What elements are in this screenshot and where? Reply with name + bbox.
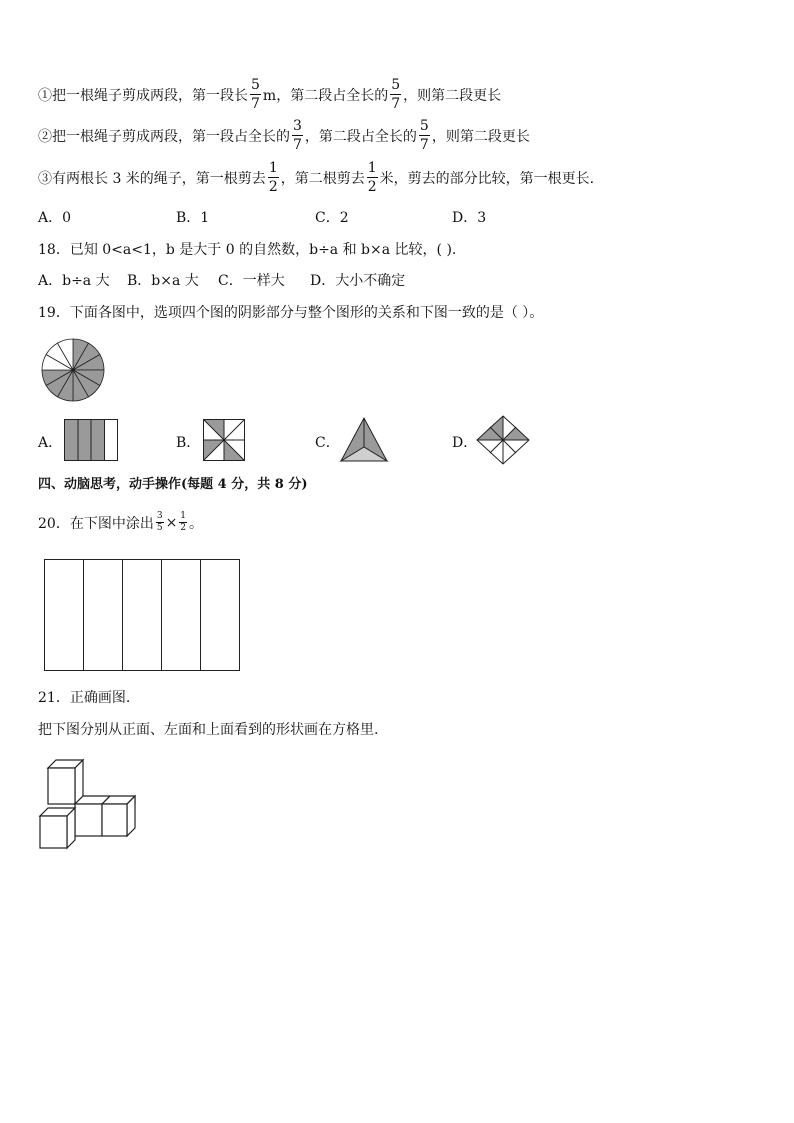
fraction: $\frac{5}{7}$	[391, 77, 401, 112]
q17-option-b[interactable]: B．1	[176, 210, 210, 226]
q18-option-d[interactable]: D．大小不确定	[310, 273, 406, 289]
fraction: $\frac{1}{2}$	[367, 160, 377, 195]
q17-statement-2: ②把一根绳子剪成两段，第一段占全长的 $\frac{3}{7}$ ，第二段占全长的 $\frac{5}{7}$ ，则第二段更长	[38, 118, 530, 153]
q18-option-a[interactable]: A．b÷a 大	[38, 273, 110, 289]
section-4-title: 四、动脑思考，动手操作(每题 4 分，共 8 分)	[38, 477, 308, 492]
q21-title: 21．正确画图.	[38, 690, 131, 706]
q21-cube-figure	[38, 758, 138, 852]
q19-reference-circle	[40, 337, 106, 403]
q17-option-a[interactable]: A．0	[38, 210, 72, 226]
q17-option-c[interactable]: C．2	[315, 210, 349, 226]
q20-stem: 20．在下图中涂出 $\frac{3}{5}$ × $\frac{1}{2}$ 。	[38, 511, 204, 533]
fraction: $\frac{5}{7}$	[419, 118, 429, 153]
q19-option-c-label[interactable]: C．	[315, 435, 340, 451]
q18-option-b[interactable]: B．b×a 大	[127, 273, 199, 289]
q19-option-d-figure[interactable]	[476, 415, 530, 465]
fraction: $\frac{1}{2}$	[180, 511, 187, 533]
fraction: $\frac{3}{7}$	[293, 118, 302, 153]
q19-option-d-label[interactable]: D．	[452, 435, 478, 451]
q17-statement-1: ①把一根绳子剪成两段，第一段长 $\frac{5}{7}$ m，第二段占全长的 $\frac{5}{7}$ ，则第二段更长	[38, 77, 502, 112]
q19-option-a-figure[interactable]	[64, 419, 118, 461]
q17-statement-3: ③有两根长 3 米的绳子，第一根剪去 $\frac{1}{2}$ ，第二根剪去 $\frac{1}{2}$ 米，剪去的部分比较，第一根更长.	[38, 160, 595, 195]
q18-option-c[interactable]: C．一样大	[218, 273, 285, 289]
fraction: $\frac{3}{5}$	[156, 511, 163, 533]
q19-stem: 19．下面各图中，选项四个图的阴影部分与整个图形的关系和下图一致的是（ ）。	[38, 305, 544, 321]
q19-option-b-figure[interactable]	[203, 419, 245, 461]
fraction: $\frac{1}{2}$	[268, 160, 278, 195]
q19-option-a-label[interactable]: A．	[38, 435, 63, 451]
q19-option-b-label[interactable]: B．	[176, 435, 201, 451]
q20-rectangle-grid[interactable]	[44, 559, 240, 671]
q18-stem: 18．已知 0<a<1，b 是大于 0 的自然数，b÷a 和 b×a 比较，( ).	[38, 242, 457, 258]
fraction: $\frac{5}{7}$	[251, 77, 260, 112]
q17-option-d[interactable]: D．3	[452, 210, 487, 226]
q21-instruction: 把下图分别从正面、左面和上面看到的形状画在方格里.	[38, 722, 379, 738]
q19-option-c-figure[interactable]	[340, 417, 388, 463]
